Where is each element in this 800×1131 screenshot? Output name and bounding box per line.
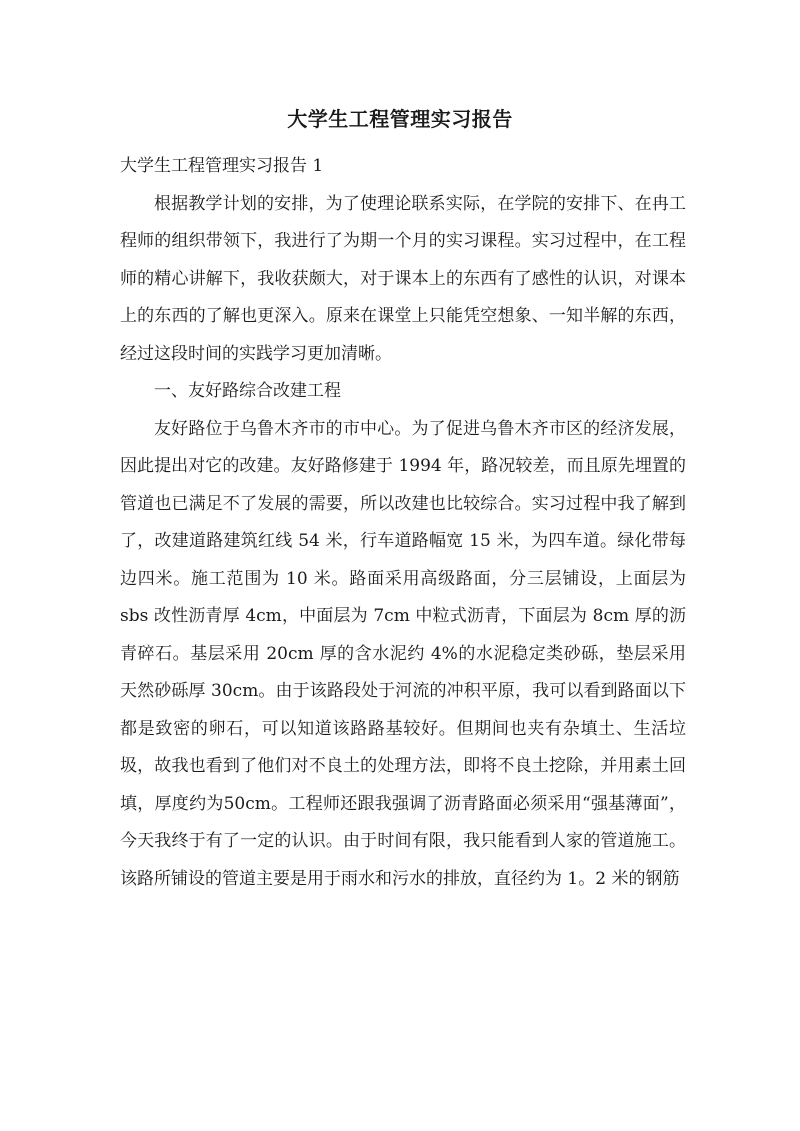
paragraph-youhao-road: 友好路位于乌鲁木齐市的市中心。为了促进乌鲁木齐市区的经济发展，因此提出对它的改建。友好路修建于 1994 年，路况较差，而且原先埋置的管道也已满足不了发展的需要，所以改建也比较综合。实习过程中我了解到了，改建道路建筑红线 54 米，行车道路幅宽 15 米，为四车道。绿化带每边四米。施工范围为 10 米。路面采用高级路面，分三层铺设，上面层为 sbs 改性沥青厚 4cm，中面层为 7cm 中粒式沥青，下面层为 8cm 厚的沥青碎石。基层采用 20cm 厚的含水泥约 4%的水泥稳定类砂砾，垫层采用天然砂砾厚 30cm。由于该路段处于河流的冲积平原，我可以看到路面以下都是致密的卵石，可以知道该路路基较好。但期间也夹有杂填土、生活垃圾，故我也看到了他们对不良土的处理方法，即将不良土挖除，并用素土回填，厚度约为50cm。工程师还跟我强调了沥青路面必须采用“强基薄面”，今天我终于有了一定的认识。由于时间有限，我只能看到人家的管道施工。该路所铺设的管道主要是用于雨水和污水的排放，直径约为 1。2 米的钢筋 xyxy=(120,418,686,889)
section-heading: 一、友好路综合改建工程 xyxy=(154,381,341,401)
paragraph-intro: 根据教学计划的安排，为了使理论联系实际，在学院的安排下、在冉工程师的组织带领下，我进行了为期一个月的实习课程。实习过程中，在工程师的精心讲解下，我收获颇大，对于课本上的东西有了感性的认识，对课本上的东西的了解也更深入。原来在课堂上只能凭空想象、一知半解的东西，经过这段时间的实践学习更加清晰。 xyxy=(120,193,686,364)
document-title: 大学生工程管理实习报告 xyxy=(287,107,513,131)
document-subtitle: 大学生工程管理实习报告 1 xyxy=(120,156,324,176)
document-body xyxy=(120,148,686,898)
